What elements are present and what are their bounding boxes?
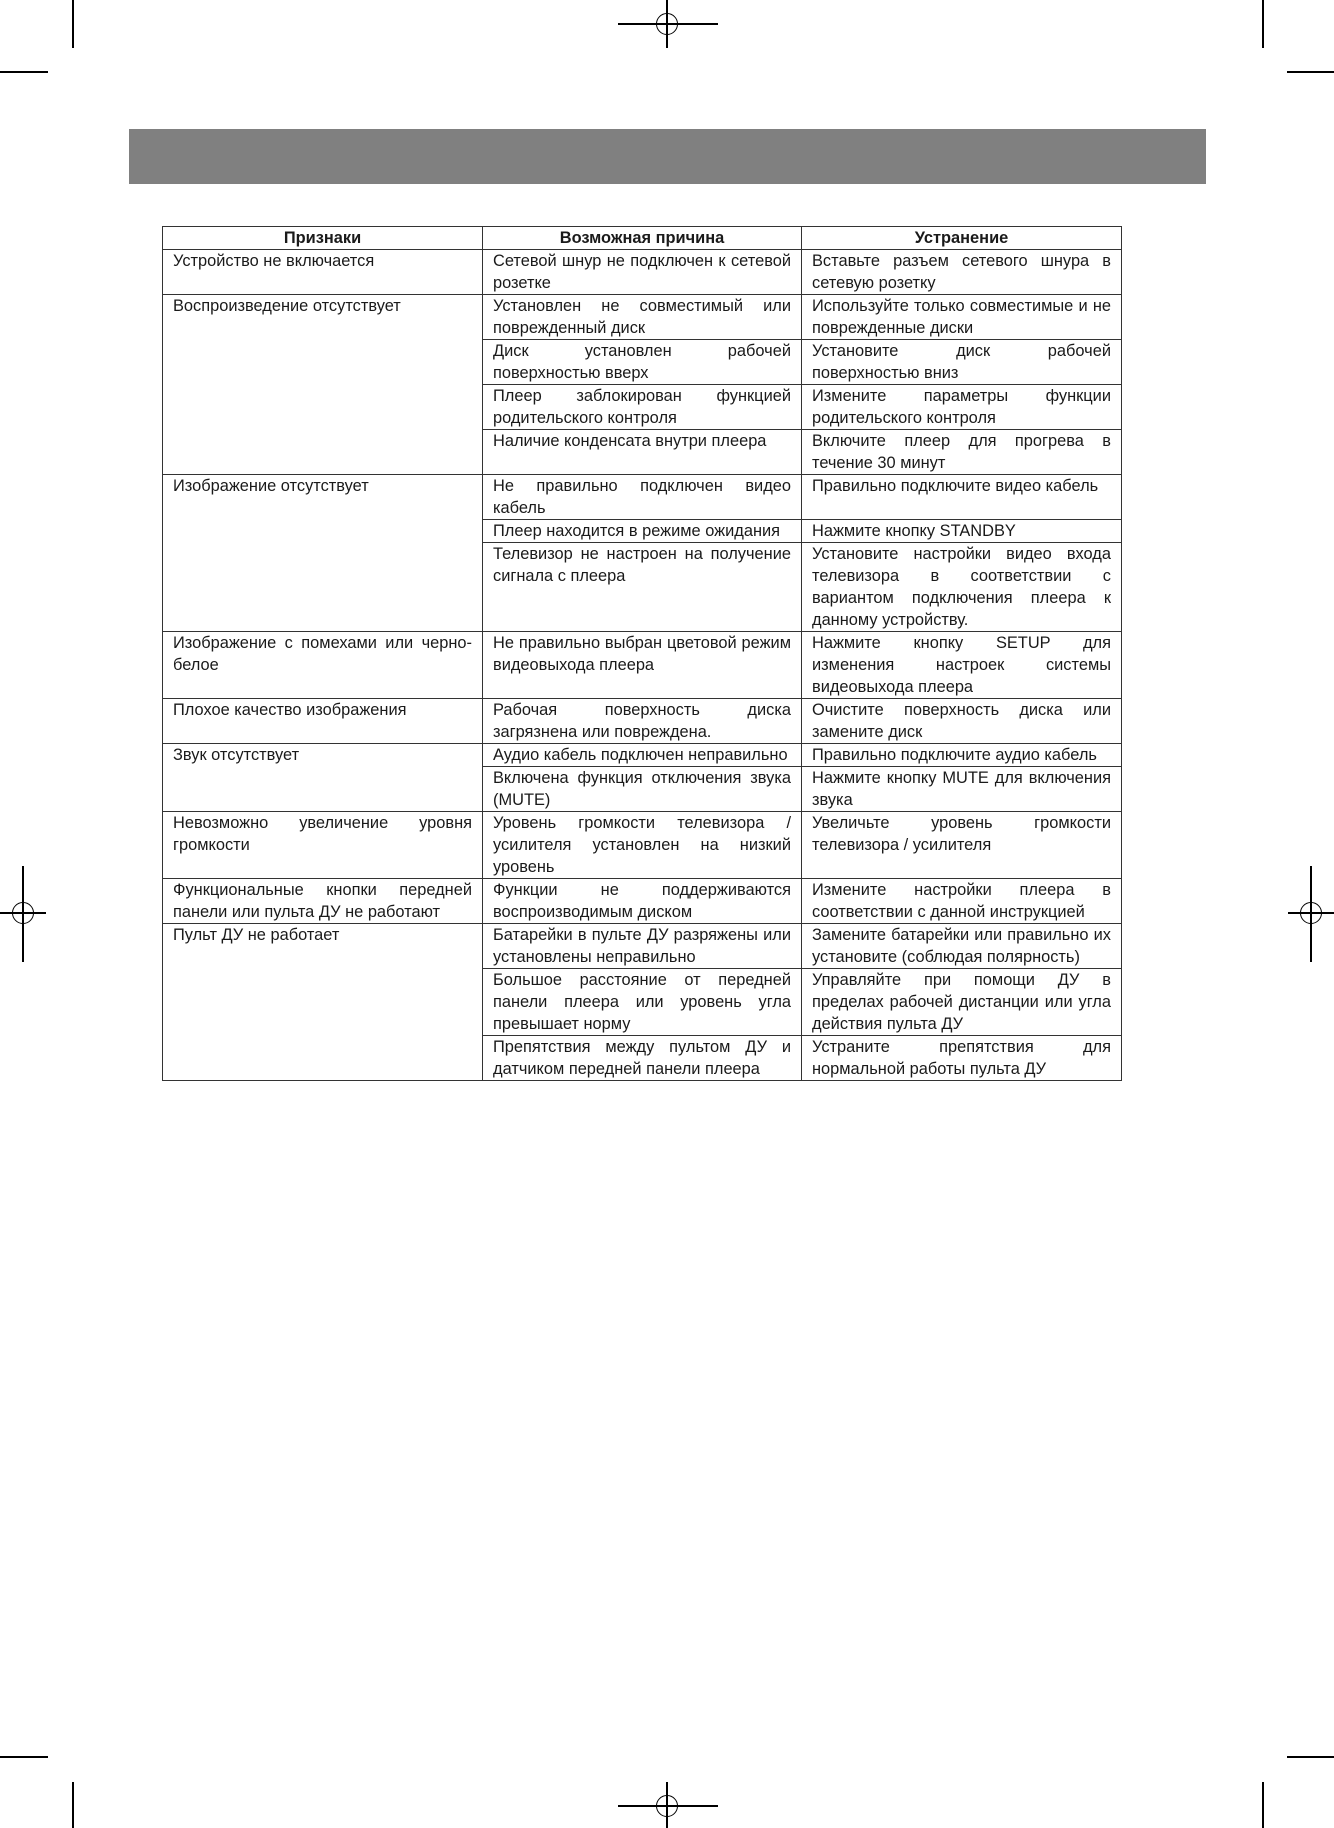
symptom-cell: Изображение отсутствует [163,475,483,632]
cause-cell: Не правильно подключен видео кабель [483,475,802,520]
fix-cell: Правильно подключите аудио кабель [802,744,1122,767]
cause-cell: Функции не поддерживаются воспроизводимым диском [483,879,802,924]
fix-cell: Измените настройки плеера в соответствии с данной инструкцией [802,879,1122,924]
cause-cell: Плеер находится в режиме ожидания [483,520,802,543]
crop-mark [1287,71,1334,73]
cause-cell: Наличие конденсата внутри плеера [483,430,802,475]
symptom-cell: Невозможно увеличение уровня громкости [163,812,483,879]
table-header-row [163,227,1122,250]
cause-cell: Аудио кабель подключен неправильно [483,744,802,767]
fix-cell: Нажмите кнопку SETUP для изменения настроек системы видеовыхода плеера [802,632,1122,699]
fix-cell: Вставьте разъем сетевого шнура в сетевую розетку [802,250,1122,295]
symptom-cell: Плохое качество изображения [163,699,483,744]
cause-cell: Диск установлен рабочей поверхностью вверх [483,340,802,385]
crop-mark [72,0,74,48]
fix-cell: Нажмите кнопку MUTE для включения звука [802,767,1122,812]
cause-cell: Включена функция отключения звука (MUTE) [483,767,802,812]
troubleshooting-table [162,226,1122,1081]
column-header-cause: Возможная причина [483,227,802,250]
cause-cell: Рабочая поверхность диска загрязнена или повреждена. [483,699,802,744]
table-row [163,295,1122,340]
cause-cell: Установлен не совместимый или поврежденный диск [483,295,802,340]
crop-mark [1262,0,1264,48]
cause-cell: Телевизор не настроен на получение сигнала с плеера [483,543,802,632]
cause-cell: Не правильно выбран цветовой режим видеовыхода плеера [483,632,802,699]
table-row [163,744,1122,767]
crop-mark [1287,1756,1334,1758]
cause-cell: Большое расстояние от передней панели плеера или уровень угла превышает норму [483,969,802,1036]
crop-mark [0,71,48,73]
crop-mark [72,1782,74,1828]
crop-mark [0,1756,48,1758]
fix-cell: Правильно подключите видео кабель [802,475,1122,520]
table-row [163,924,1122,969]
cause-cell: Препятствия между пультом ДУ и датчиком передней панели плеера [483,1036,802,1081]
fix-cell: Используйте только совместимые и не поврежденные диски [802,295,1122,340]
table-row [163,250,1122,295]
crop-mark [1262,1782,1264,1828]
table-row [163,475,1122,520]
symptom-cell: Пульт ДУ не работает [163,924,483,1081]
cause-cell: Батарейки в пульте ДУ разряжены или установлены неправильно [483,924,802,969]
fix-cell: Управляйте при помощи ДУ в пределах рабочей дистанции или угла действия пульта ДУ [802,969,1122,1036]
table-row [163,632,1122,699]
column-header-symptom: Признаки [163,227,483,250]
fix-cell: Установите настройки видео входа телевизора в соответствии с вариантом подключения плеера к данному устройству. [802,543,1122,632]
symptom-cell: Устройство не включается [163,250,483,295]
symptom-cell: Воспроизведение отсутствует [163,295,483,475]
fix-cell: Измените параметры функции родительского контроля [802,385,1122,430]
fix-cell: Нажмите кнопку STANDBY [802,520,1122,543]
cause-cell: Уровень громкости телевизора / усилителя установлен на низкий уровень [483,812,802,879]
fix-cell: Очистите поверхность диска или замените диск [802,699,1122,744]
table-row [163,699,1122,744]
section-header-bar [129,129,1206,184]
symptom-cell: Изображение с помехами или черно-белое [163,632,483,699]
fix-cell: Включите плеер для прогрева в течение 30 минут [802,430,1122,475]
table-row [163,812,1122,879]
symptom-cell: Функциональные кнопки передней панели или пульта ДУ не работают [163,879,483,924]
fix-cell: Увеличьте уровень громкости телевизора / усилителя [802,812,1122,879]
fix-cell: Устраните препятствия для нормальной работы пульта ДУ [802,1036,1122,1081]
table-row [163,879,1122,924]
column-header-fix: Устранение [802,227,1122,250]
fix-cell: Установите диск рабочей поверхностью вниз [802,340,1122,385]
fix-cell: Замените батарейки или правильно их установите (соблюдая полярность) [802,924,1122,969]
cause-cell: Плеер заблокирован функцией родительского контроля [483,385,802,430]
symptom-cell: Звук отсутствует [163,744,483,812]
cause-cell: Сетевой шнур не подключен к сетевой розетке [483,250,802,295]
